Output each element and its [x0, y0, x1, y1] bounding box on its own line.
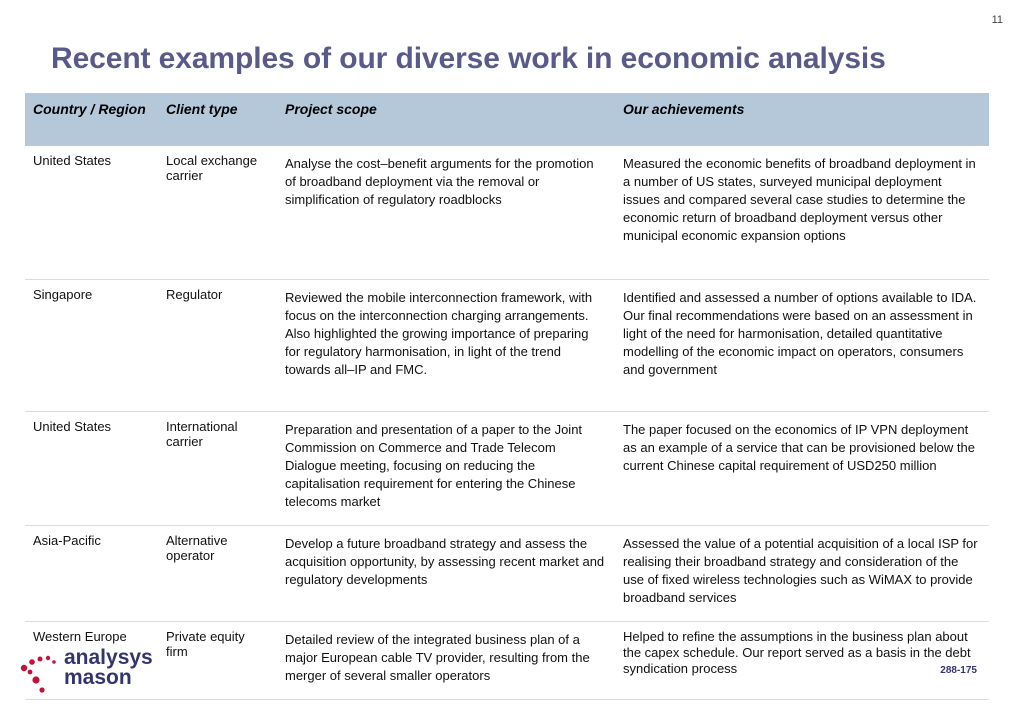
- cell-country: Asia-Pacific: [25, 525, 158, 621]
- cell-client-type: International carrier: [158, 411, 277, 525]
- cell-scope: Detailed review of the integrated business plan of a major European cable TV provider, resulting from the merger of several smaller operators: [277, 621, 615, 699]
- page-title: Recent examples of our diverse work in economic analysis: [51, 42, 886, 75]
- logo-wordmark: [64, 648, 153, 688]
- cell-achievements: Identified and assessed a number of options available to IDA. Our final recommendations were based on an assessment in light of the need for harmonisation, detailed quantitative modelling of the economic impact on operators, consumers and government: [615, 279, 989, 411]
- cell-achievements: Helped to refine the assumptions in the business plan about the capex schedule. Our report served as a basis in the debt syndication process: [615, 621, 989, 699]
- table-row: [25, 525, 989, 621]
- cell-country: United States: [25, 411, 158, 525]
- header-country-region: Country / Region: [25, 93, 158, 146]
- cell-country: Singapore: [25, 279, 158, 411]
- document-reference: 288-175: [940, 665, 977, 676]
- page-number: 11: [991, 14, 1003, 26]
- table-row: [25, 279, 989, 411]
- table-row: [25, 621, 989, 699]
- cell-scope: Develop a future broadband strategy and assess the acquisition opportunity, by assessing recent market and regulatory developments: [277, 525, 615, 621]
- examples-table: [25, 93, 989, 700]
- cell-achievements: Assessed the value of a potential acquisition of a local ISP for realising their broadband strategy and consideration of the use of fixed wireless technologies such as WiMAX to provide broadband services: [615, 525, 989, 621]
- cell-client-type: Alternative operator: [158, 525, 277, 621]
- analysys-mason-logo: [18, 648, 158, 698]
- table-row: [25, 411, 989, 525]
- cell-client-type: Regulator: [158, 279, 277, 411]
- logo-dots-icon: [18, 652, 62, 696]
- table-row: [25, 146, 989, 279]
- header-project-scope: Project scope: [277, 93, 615, 146]
- cell-country: Western Europe: [25, 621, 158, 699]
- table-header-row: [25, 93, 989, 146]
- cell-country: United States: [25, 146, 158, 279]
- cell-achievements: Measured the economic benefits of broadband deployment in a number of US states, surveyed municipal deployment issues and compared several case studies to determine the economic return of broadband deployment versus other municipal economic expansion options: [615, 146, 989, 279]
- header-our-achievements: Our achievements: [615, 93, 989, 146]
- cell-scope: Reviewed the mobile interconnection framework, with focus on the interconnection charging arrangements. Also highlighted the growing importance of preparing for regulatory harmonisation, in light of the trend towards all–IP and FMC.: [277, 279, 615, 411]
- logo-line-2: mason: [64, 666, 132, 689]
- cell-scope: Analyse the cost–benefit arguments for the promotion of broadband deployment via the removal or simplification of regulatory roadblocks: [277, 146, 615, 279]
- cell-scope: Preparation and presentation of a paper to the Joint Commission on Commerce and Trade Telecom Dialogue meeting, focusing on reducing the capitalisation requirement for entering the Chinese telecoms market: [277, 411, 615, 525]
- cell-achievements: The paper focused on the economics of IP VPN deployment as an example of a service that can be provisioned below the current Chinese capital requirement of USD250 million: [615, 411, 989, 525]
- logo-line-1: analysys: [64, 646, 153, 669]
- cell-client-type: Local exchange carrier: [158, 146, 277, 279]
- header-client-type: Client type: [158, 93, 277, 146]
- cell-client-type: Private equity firm: [158, 621, 277, 699]
